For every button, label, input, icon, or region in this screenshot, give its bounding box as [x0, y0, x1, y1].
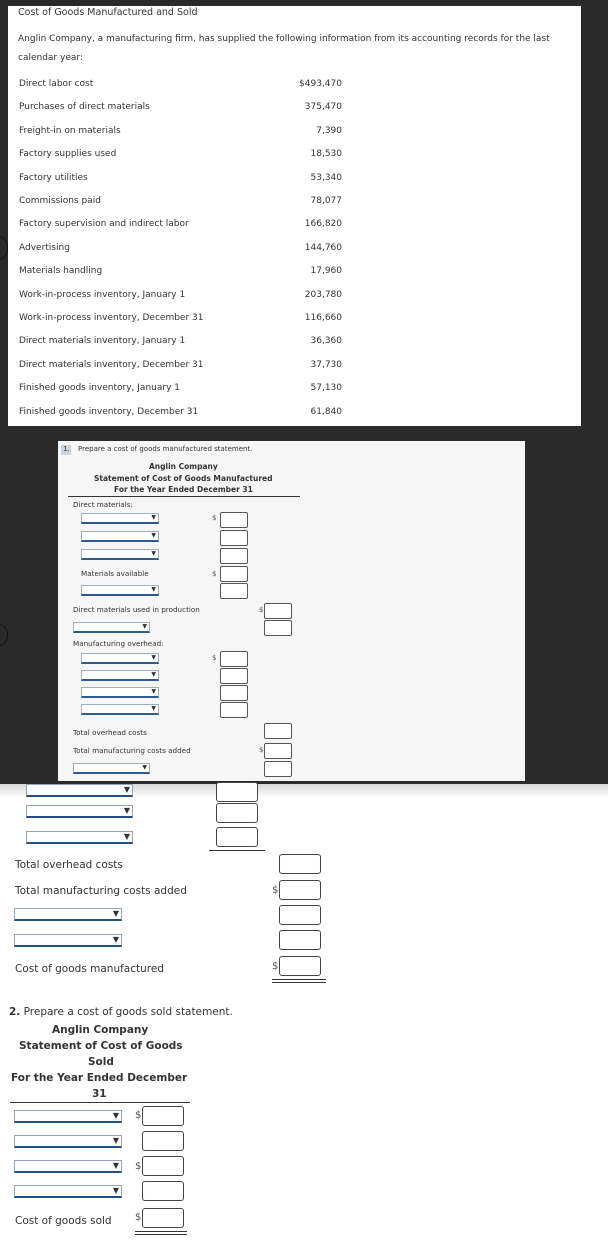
oh-amount-4-zoomed[interactable] [216, 803, 258, 823]
cost-item-value: $493,470 [299, 79, 342, 89]
dm-amount-2[interactable] [220, 530, 248, 546]
currency-sign: $ [135, 1110, 142, 1121]
wip-select-1[interactable]: ▼ [14, 908, 122, 921]
cost-item-label: Purchases of direct materials [19, 102, 150, 113]
cost-item-label: Direct materials inventory, January 1 [19, 336, 186, 347]
labor-amount[interactable] [264, 620, 292, 636]
cogs-select-1[interactable]: ▼ [14, 1110, 122, 1123]
cost-item-value: 57,130 [310, 383, 342, 394]
double-rule-top [272, 979, 326, 980]
cost-item-label: Finished goods inventory, January 1 [19, 383, 180, 394]
cost-item-value: 144,760 [304, 242, 342, 253]
currency-sign: $ [259, 606, 264, 614]
materials-available-label: Materials available [81, 569, 149, 578]
cost-item-label: Direct materials inventory, December 31 [19, 359, 204, 370]
cost-item-value: 166,820 [304, 219, 342, 230]
cost-item-value: 375,470 [304, 102, 342, 113]
cost-item-value: 116,660 [304, 313, 342, 323]
dm-select-4[interactable]: ▼ [81, 585, 159, 596]
cost-item-value: 17,960 [310, 266, 342, 277]
total-overhead-amount[interactable] [279, 854, 321, 874]
cogs-header-rule [10, 1102, 190, 1103]
question-2-number: 2. [9, 1006, 21, 1018]
cost-item-label: Work-in-process inventory, January 1 [19, 289, 186, 300]
cogs-label: Cost of goods sold [15, 1215, 112, 1227]
cursor-marker-icon [0, 236, 8, 260]
total-mfg-amount[interactable] [264, 743, 292, 759]
total-overhead-label: Total overhead costs [73, 728, 147, 737]
statement-title: Statement of Cost of Goods Manufactured [94, 474, 273, 483]
oh-amount-3-zoomed[interactable] [216, 782, 258, 802]
oh-select-1[interactable]: ▼ [81, 653, 159, 664]
cogs-select-4[interactable]: ▼ [14, 1185, 122, 1198]
cost-item-value: 36,360 [310, 336, 342, 347]
cost-item-label: Factory supervision and indirect labor [19, 219, 189, 230]
currency-sign: $ [135, 1212, 142, 1223]
cost-item-label: Factory supplies used [19, 149, 117, 160]
currency-sign: $ [212, 654, 217, 662]
cogs-period-line2: 31 [92, 1088, 107, 1100]
currency-sign: $ [212, 570, 217, 578]
dm-amount-4[interactable] [220, 583, 248, 599]
double-rule-bottom [135, 1234, 187, 1235]
cost-item-label: Materials handling [19, 266, 103, 277]
cost-item-value: 203,780 [304, 289, 342, 300]
cogs-amount-3[interactable] [142, 1156, 184, 1176]
labor-select[interactable]: ▼ [73, 622, 150, 633]
double-rule-bottom [272, 982, 326, 983]
cost-item-label: Factory utilities [19, 172, 88, 183]
currency-sign: $ [272, 961, 279, 972]
currency-sign: $ [135, 1161, 142, 1172]
oh-amount-1[interactable] [220, 651, 248, 667]
dm-select-3[interactable]: ▼ [81, 549, 159, 560]
statement-form-panel [0, 428, 608, 784]
subtotal-rule [209, 850, 265, 851]
currency-sign: $ [259, 746, 264, 754]
dm-used-amount[interactable] [264, 603, 292, 619]
cost-item-value: 37,730 [310, 359, 342, 370]
wip-select-2[interactable]: ▼ [14, 934, 122, 947]
cost-item-label: Commissions paid [19, 196, 101, 206]
cost-item-value: 53,340 [310, 172, 342, 183]
double-rule-top [135, 1231, 187, 1232]
problem-data-panel [0, 0, 608, 428]
oh-select-4-zoomed[interactable]: ▼ [26, 805, 133, 818]
oh-amount-4[interactable] [220, 702, 248, 718]
problem-intro-line1: Anglin Company, a manufacturing firm, has supplied the following information from its accounting records for the last [18, 34, 550, 44]
cost-item-value: 78,077 [310, 196, 342, 206]
oh-select-3[interactable]: ▼ [81, 687, 159, 698]
problem-data-card [8, 6, 581, 426]
total-overhead-label: Total overhead costs [15, 859, 123, 871]
question-number-badge: 1. [63, 445, 70, 453]
total-mfg-amount[interactable] [279, 880, 321, 900]
cogs-amount-2[interactable] [142, 1131, 184, 1151]
cogs-select-3[interactable]: ▼ [14, 1160, 122, 1173]
header-rule [68, 496, 300, 497]
question-2-text: Prepare a cost of goods sold statement. [23, 1006, 233, 1018]
dm-used-label: Direct materials used in production [73, 605, 200, 614]
cogs-amount-4[interactable] [142, 1181, 184, 1201]
cost-item-value: 18,530 [310, 149, 342, 160]
cogs-statement-line1: Statement of Cost of Goods [19, 1040, 183, 1052]
dm-select-1[interactable]: ▼ [81, 513, 159, 524]
cogs-period-line1: For the Year Ended December [11, 1072, 188, 1084]
total-mfg-label: Total manufacturing costs added [15, 885, 187, 897]
wip-amount-1[interactable] [279, 905, 321, 925]
statement-continuation-panel [0, 784, 608, 1248]
oh-amount-2[interactable] [220, 668, 248, 684]
oh-select-3-zoomed[interactable]: ▼ [26, 784, 133, 797]
wip-amount-1[interactable] [264, 761, 292, 777]
total-mfg-label: Total manufacturing costs added [73, 746, 191, 755]
cost-item-label: Work-in-process inventory, December 31 [19, 313, 204, 323]
statement-company: Anglin Company [149, 462, 218, 471]
oh-amount-5-zoomed[interactable] [216, 827, 258, 847]
problem-title: Cost of Goods Manufactured and Sold [18, 7, 198, 18]
dm-amount-3[interactable] [220, 548, 248, 564]
oh-amount-3[interactable] [220, 685, 248, 701]
statement-form-card [58, 441, 525, 781]
direct-materials-label: Direct materials: [73, 500, 133, 509]
cursor-marker-icon [0, 624, 8, 646]
question-2-line [9, 1006, 233, 1018]
oh-select-4[interactable]: ▼ [81, 704, 159, 715]
question-1-text: Prepare a cost of goods manufactured statement. [78, 445, 253, 453]
wip-amount-2[interactable] [279, 930, 321, 950]
cogs-amount[interactable] [142, 1208, 184, 1228]
cogs-amount-1[interactable] [142, 1106, 184, 1126]
cogs-company: Anglin Company [52, 1024, 149, 1036]
cost-item-value: 7,390 [316, 125, 342, 136]
total-overhead-amount[interactable] [264, 723, 292, 739]
materials-available-amount[interactable] [220, 566, 248, 582]
cost-item-label: Finished goods inventory, December 31 [19, 406, 199, 417]
cogs-statement-line2: Sold [88, 1056, 114, 1068]
oh-select-5-zoomed[interactable]: ▼ [26, 831, 133, 844]
dm-amount-1[interactable] [220, 512, 248, 528]
problem-intro-line2: calendar year: [18, 53, 83, 63]
oh-select-2[interactable]: ▼ [81, 670, 159, 681]
dm-select-2[interactable]: ▼ [81, 531, 159, 542]
currency-sign: $ [212, 514, 217, 522]
cogs-select-2[interactable]: ▼ [14, 1135, 122, 1148]
cogm-label: Cost of goods manufactured [15, 963, 164, 975]
cogm-amount[interactable] [279, 956, 321, 976]
mfg-overhead-label: Manufacturing overhead: [73, 639, 164, 648]
statement-period: For the Year Ended December 31 [114, 485, 253, 494]
wip-select-1[interactable]: ▼ [73, 763, 150, 774]
cost-item-label: Freight-in on materials [19, 125, 121, 136]
currency-sign: $ [272, 885, 279, 896]
cost-item-value: 61,840 [310, 406, 342, 417]
cost-item-label: Direct labor cost [19, 79, 94, 89]
cost-item-label: Advertising [19, 242, 70, 253]
